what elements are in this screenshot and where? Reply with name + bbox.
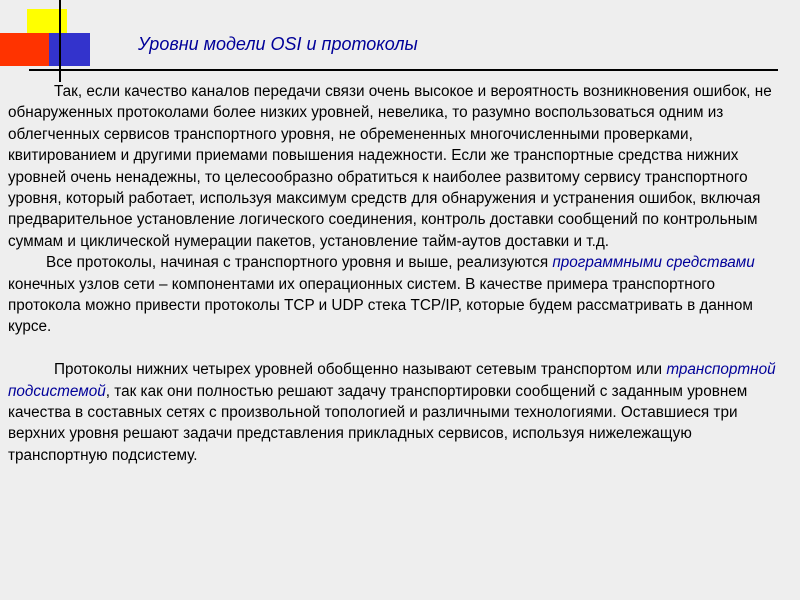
paragraph-text-after: конечных узлов сети – компонентами их операционных систем. В качестве примера транспортного протокола можно привести протоколы TCP и UDP стека TCP/IP, которые будем рассматривать в данном курсе. bbox=[8, 275, 753, 336]
term-transport-subsystem: транспортной подсистемой bbox=[8, 361, 776, 400]
slide-body bbox=[8, 81, 792, 466]
paragraph-text-before: Протоколы нижних четырех уровней обобщенно называют сетевым транспортом или bbox=[54, 361, 667, 379]
paragraph-text-after: , так как они полностью решают задачу транспортировки сообщений с заданным уровнем качества в составных сетях с произвольной топологией и различными технологиями. Оставшиеся три верхних уровня решают задачи представления прикладных сервисов, используя нижележащую транспортную подсистему. bbox=[8, 382, 748, 464]
paragraph-transport-reliability bbox=[8, 81, 792, 252]
term-software-means: программными средствами bbox=[552, 254, 755, 272]
decor-red-square bbox=[0, 33, 49, 66]
decor-blue-square bbox=[49, 33, 90, 66]
slide-title: Уровни модели OSI и протоколы bbox=[138, 34, 418, 54]
paragraph-software-implementation bbox=[8, 252, 792, 338]
paragraph-text: Так, если качество каналов передачи связи очень высокое и вероятность возникновения ошибок, не обнаруженных протоколами более низких уровней, невелика, то разумно воспользоваться одним из облегченных сервисов транспортного уровня, не обремененных многочисленными проверками, квитированием и другими приемами повышения надежности. Если же транспортные средства нижних уровней очень ненадежны, то целесообразно обратиться к наиболее развитому сервису транспортного уровня, который работает, используя максимум средств для обнаружения и устранения ошибок, включая предварительное установление логического соединения, контроль доставки сообщений по контрольным суммам и циклической нумерации пакетов, установление тайм-аутов доставки и т.д. bbox=[8, 83, 772, 250]
paragraph-transport-subsystem bbox=[8, 359, 792, 466]
decor-horizontal-line bbox=[29, 69, 778, 71]
paragraph-text-before: Все протоколы, начиная с транспортного уровня и выше, реализуются bbox=[46, 254, 553, 272]
